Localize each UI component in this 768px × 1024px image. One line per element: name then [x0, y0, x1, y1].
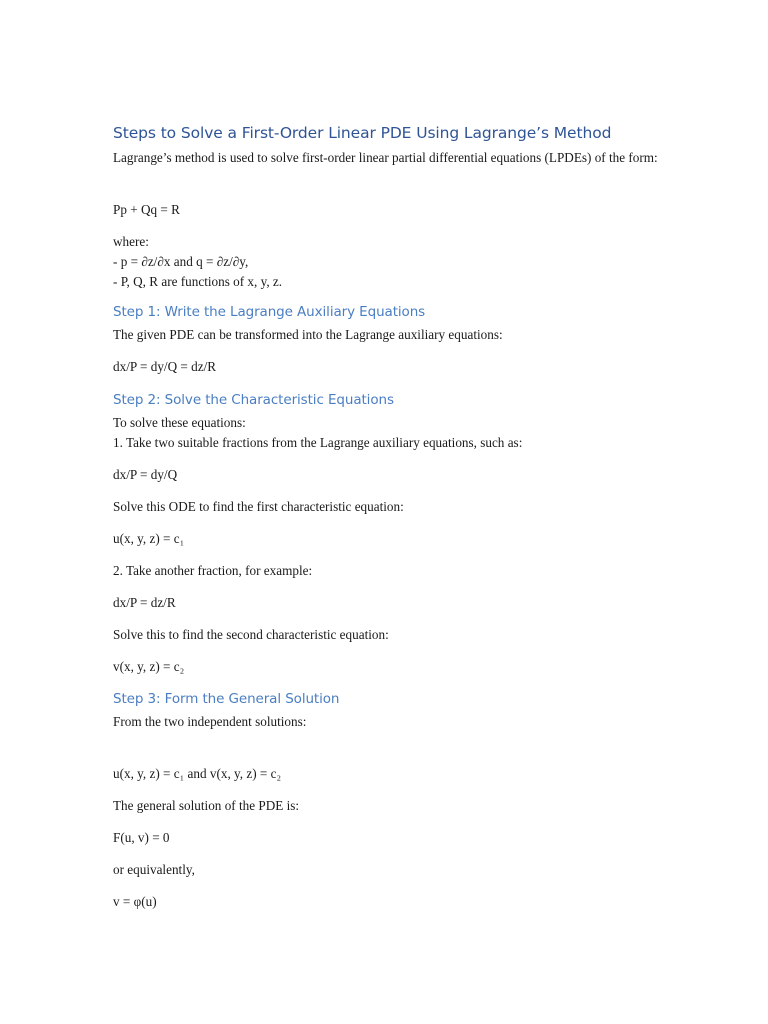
step1-heading: Step 1: Write the Lagrange Auxiliary Equations	[113, 304, 426, 320]
step2-text3: Solve this to find the second characteristic equation:	[113, 627, 389, 642]
intro-equation: Pp + Qq = R	[113, 202, 180, 217]
step2-eq2: dx/P = dz/R	[113, 595, 176, 610]
step1-text: The given PDE can be transformed into the Lagrange auxiliary equations:	[113, 327, 503, 342]
where-label: where:	[113, 234, 149, 249]
step2-text1: Solve this ODE to find the first characteristic equation:	[113, 499, 404, 514]
step2-result1: u(x, y, z) = c₁	[113, 531, 185, 546]
step2-lead-line: 1. Take two suitable fractions from the Lagrange auxiliary equations, such as:	[113, 435, 523, 450]
step2-heading: Step 2: Solve the Characteristic Equations	[113, 392, 394, 408]
intro-paragraph: Lagrange’s method is used to solve first-order linear partial differential equations (LPDEs) of the form:	[113, 150, 658, 165]
where-item: - P, Q, R are functions of x, y, z.	[113, 274, 283, 289]
document-title: Steps to Solve a First-Order Linear PDE Using Lagrange’s Method	[113, 124, 612, 142]
step2-text2: 2. Take another fraction, for example:	[113, 563, 313, 578]
step3-general: F(u, v) = 0	[113, 830, 170, 845]
step3-text2: The general solution of the PDE is:	[113, 798, 300, 813]
where-block	[113, 232, 282, 292]
step1-equation: dx/P = dy/Q = dz/R	[113, 359, 217, 374]
where-item: - p = ∂z/∂x and q = ∂z/∂y,	[113, 254, 249, 269]
step3-text3: or equivalently,	[113, 862, 195, 877]
step2-lead-line: To solve these equations:	[113, 415, 246, 430]
step3-heading: Step 3: Form the General Solution	[113, 691, 340, 707]
step2-eq1: dx/P = dy/Q	[113, 467, 178, 482]
step2-lead	[113, 413, 522, 453]
step3-solutions: u(x, y, z) = c₁ and v(x, y, z) = c₂	[113, 766, 282, 781]
step2-result2: v(x, y, z) = c₂	[113, 659, 185, 674]
step3-text1: From the two independent solutions:	[113, 714, 307, 729]
step3-alt: v = φ(u)	[113, 894, 157, 909]
